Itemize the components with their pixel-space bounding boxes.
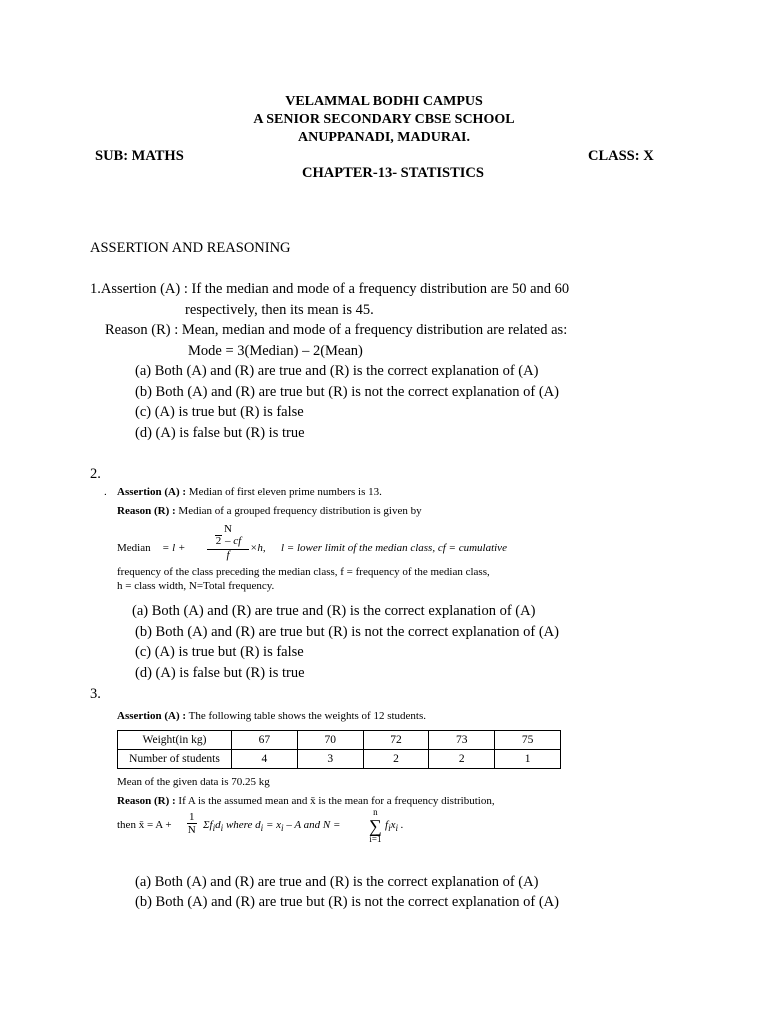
table-cell: 75 [495,731,561,750]
weights-table [117,730,561,769]
mean-fraction [187,811,197,836]
school-location: ANUPPANADI, MADURAI. [298,130,470,145]
q3-assertion-label: Assertion (A) : [117,710,187,722]
q2-option-c: (c) (A) is true but (R) is false [135,644,304,660]
sigma-bottom: i=1 [369,834,382,844]
q2-option-b: (b) Both (A) and (R) are true but (R) is not the correct explanation of (A) [135,624,559,640]
sigma-top: n [373,807,378,817]
q1-assertion-line1: 1.Assertion (A) : If the median and mode of a frequency distribution are 50 and 60 [90,281,570,297]
minus-cf: – cf [225,535,242,547]
where-rest2: – A and N = [283,819,341,831]
sigma-sub: i [388,823,391,834]
frac-den: f [207,549,249,561]
table-cell: 1 [495,750,561,769]
sigma-body: f [385,819,389,831]
q1-option-c: (c) (A) is true but (R) is false [135,404,304,420]
times-h: ×h, [250,542,266,554]
subject-label: SUB: MATHS [95,148,184,164]
table-cell: 73 [429,731,495,750]
table-cell: 70 [297,731,363,750]
table-cell: Number of students [118,750,232,769]
where-sub: i [260,823,264,834]
table-row [118,731,561,750]
q3-option-a: (a) Both (A) and (R) are true and (R) is the correct explanation of (A) [135,874,539,890]
frac-inner-den: 2 [215,535,222,547]
where-rest: = x [263,819,282,831]
q1-assertion-line2: respectively, then its mean is 45. [185,302,374,318]
median-fraction [207,524,249,561]
sigma-x: x [390,819,396,831]
school-type: A SENIOR SECONDARY CBSE SCHOOL [253,112,515,127]
q2-lead: . [104,486,107,498]
q2-assertion [117,486,382,498]
sigma-x-sub: i [395,823,399,834]
sigma-term [385,819,404,833]
table-cell: 67 [232,731,298,750]
sigma-symbol: n ∑ i=1 [369,807,382,844]
q2-number: 2. [90,466,101,482]
d-sub: i [220,823,224,834]
section-title: ASSERTION AND REASONING [90,240,291,256]
table-row [118,750,561,769]
median-eq: = l + [162,542,186,554]
sum-text: Σf [203,819,213,831]
median-label: Median [117,542,151,554]
q2-reason-text: Median of a grouped frequency distribution is given by [178,505,422,517]
q2-assertion-label: Assertion (A) : [117,486,187,498]
q1-reason-line1: Reason (R) : Mean, median and mode of a frequency distribution are related as: [105,322,568,338]
table-cell: 3 [297,750,363,769]
mean-frac-num: 1 [189,811,195,823]
q3-reason-label: Reason (R) : [117,795,176,807]
table-cell: 4 [232,750,298,769]
class-label: CLASS: X [588,148,654,164]
q3-number: 3. [90,686,101,702]
q2-reason [117,505,422,517]
sum-sub: i [212,823,216,834]
q3-mean-text: Mean of the given data is 70.25 kg [117,776,270,788]
formula-end: . [400,819,404,831]
where-text: where d [223,819,261,831]
frac-inner-num: N [224,523,232,535]
q2-option-a: (a) Both (A) and (R) are true and (R) is the correct explanation of (A) [132,603,536,619]
q2-def-line3: h = class width, N=Total frequency. [117,580,275,592]
table-cell: 2 [363,750,429,769]
q1-option-b: (b) Both (A) and (R) are true but (R) is not the correct explanation of (A) [135,384,559,400]
school-name: VELAMMAL BODHI CAMPUS [285,94,483,109]
d-text: d [215,819,221,831]
q3-option-b: (b) Both (A) and (R) are true but (R) is not the correct explanation of (A) [135,894,559,910]
chapter-title: CHAPTER-13- STATISTICS [302,165,484,181]
def-line1: l = lower limit of the median class, cf = cumulative [281,542,507,554]
q2-option-d: (d) (A) is false but (R) is true [135,665,305,681]
q1-option-d: (d) (A) is false but (R) is true [135,425,305,441]
q3-reason-text: If A is the assumed mean and x̄ is the mean for a frequency distribution, [178,795,495,807]
q3-reason [117,795,495,807]
table-cell: Weight(in kg) [118,731,232,750]
q2-def-line2: frequency of the class preceding the median class, f = frequency of the median class, [117,566,490,578]
sum-expression [203,819,340,833]
mean-frac-den: N [187,824,196,836]
q3-assertion-text: The following table shows the weights of 12 students. [188,710,426,722]
q3-assertion [117,710,426,722]
q1-option-a: (a) Both (A) and (R) are true and (R) is the correct explanation of (A) [135,363,539,379]
then-text: then x̄ = A + [117,819,172,831]
q1-reason-line2: Mode = 3(Median) – 2(Mean) [188,343,363,359]
q2-assertion-text: Median of first eleven prime numbers is 13. [188,486,382,498]
where-sub2: i [281,823,284,834]
q2-reason-label: Reason (R) : [117,505,176,517]
table-cell: 72 [363,731,429,750]
table-cell: 2 [429,750,495,769]
